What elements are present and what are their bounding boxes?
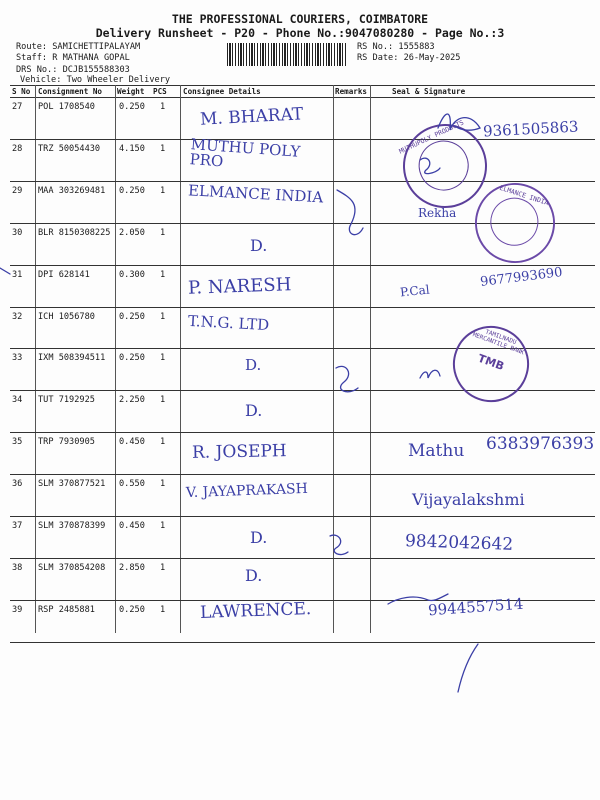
row-sno: 36 [12, 479, 23, 490]
row-pcs: 1 [160, 437, 166, 448]
row-weight: 0.300 [119, 269, 145, 280]
row-consignment-no: DPI 628141 [38, 269, 90, 280]
signature: P.Cal [399, 282, 431, 300]
row-consignment-no: TRP 7930905 [38, 437, 95, 448]
row-sno: 28 [12, 143, 23, 154]
col-header-seal: Seal & Signature [392, 87, 466, 96]
signature: Vijayalakshmi [412, 490, 525, 509]
signature-stroke [0, 268, 10, 274]
row-weight: 0.450 [119, 437, 145, 448]
consignee-handwriting: T.N.G. LTD [187, 311, 270, 335]
signature-stroke [330, 535, 348, 554]
signature-stroke [336, 366, 358, 391]
row-weight: 2.850 [119, 562, 145, 573]
signature-stroke [438, 114, 480, 130]
col-header-pcs: PCS [153, 87, 167, 96]
consignee-handwriting: D. [250, 528, 268, 547]
row-pcs: 1 [160, 479, 166, 490]
row-sno: 31 [12, 269, 23, 280]
col-header-remarks: Remarks [335, 87, 368, 96]
vehicle-label: Vehicle: Two Wheeler Delivery [20, 75, 171, 85]
rs-date: RS Date: 26-May-2025 [357, 53, 461, 63]
consignee-handwriting: P. NARESH [187, 274, 292, 299]
rs-number: RS No.: 1555883 [357, 42, 435, 52]
row-weight: 0.250 [119, 604, 145, 615]
consignee-handwriting: D. [245, 356, 262, 374]
row-pcs: 1 [160, 521, 166, 531]
signature-phone: 9944557514 [427, 594, 524, 620]
consignee-handwriting: D. [245, 566, 263, 585]
stamp-text: ELMANCE INDIA [498, 183, 550, 208]
row-sno: 32 [12, 311, 23, 322]
row-consignment-no: SLM 370878399 [38, 521, 106, 531]
signature-stroke [458, 644, 478, 692]
drs-number: DRS No.: DCJB155588303 [16, 65, 130, 75]
signature: Mathu [408, 441, 465, 461]
col-header-weight: Weight [117, 87, 145, 96]
row-sno: 38 [12, 562, 23, 573]
stamp-text: TAMILNADU MERCANTILE BANK [471, 328, 526, 357]
row-pcs: 1 [160, 143, 166, 154]
row-weight: 0.450 [119, 521, 145, 531]
row-weight: 2.250 [119, 395, 145, 406]
signature-stroke [420, 370, 440, 378]
row-weight: 4.150 [119, 143, 145, 154]
row-consignment-no: IXM 508394511 [38, 353, 106, 364]
row-sno: 33 [12, 353, 23, 364]
row-pcs: 1 [160, 562, 166, 573]
row-consignment-no: TRZ 50054430 [38, 143, 101, 154]
row-weight: 0.250 [119, 353, 145, 364]
row-sno: 37 [12, 521, 23, 531]
row-pcs: 1 [160, 185, 166, 196]
row-consignment-no: MAA 303269481 [38, 185, 106, 196]
row-sno: 29 [12, 185, 23, 196]
consignee-handwriting: MUTHU POLY PRO [189, 135, 301, 171]
consignee-handwriting: M. BHARAT [199, 104, 304, 130]
row-pcs: 1 [160, 102, 166, 112]
consignee-handwriting: LAWRENCE. [199, 599, 312, 623]
row-consignment-no: ICH 1056780 [38, 311, 95, 322]
row-consignment-no: RSP 2485881 [38, 604, 95, 615]
row-consignment-no: SLM 370854208 [38, 562, 106, 573]
row-pcs: 1 [160, 227, 166, 238]
runsheet-subtitle: Delivery Runsheet - P20 - Phone No.:9047080280 - Page No.:3 [95, 26, 505, 40]
row-pcs: 1 [160, 353, 166, 364]
consignee-handwriting: D. [245, 401, 263, 420]
row-sno: 30 [12, 227, 23, 238]
row-weight: 0.250 [119, 102, 145, 112]
consignee-handwriting: V. JAYAPRAKASH [185, 480, 309, 502]
row-consignment-no: TUT 7192925 [38, 395, 95, 406]
signature-stroke [420, 158, 440, 173]
row-pcs: 1 [160, 395, 166, 406]
row-weight: 2.050 [119, 227, 145, 238]
stamp-logo: TMB [476, 351, 506, 374]
row-weight: 0.250 [119, 311, 145, 322]
signature-stroke [337, 190, 363, 235]
row-pcs: 1 [160, 604, 166, 615]
consignee-handwriting: R. JOSEPH [191, 441, 287, 463]
col-header-consignment: Consignment No [38, 87, 103, 96]
row-weight: 0.550 [119, 479, 145, 490]
row-sno: 35 [12, 437, 23, 448]
staff-label: Staff: R MATHANA GOPAL [16, 53, 130, 63]
col-header-consignee: Consignee Details [183, 87, 261, 96]
route-label: Route: SAMICHETTIPALAYAM [16, 42, 141, 52]
row-sno: 39 [12, 604, 23, 615]
row-consignment-no: SLM 370877521 [38, 479, 106, 490]
signature: Rekha [418, 206, 457, 220]
stamp-text: MUTHUPOLY PRODUCTS [397, 118, 466, 156]
row-pcs: 1 [160, 269, 166, 280]
consignee-handwriting: ELMANCE INDIA [187, 181, 324, 207]
row-consignment-no: BLR 8150308225 [38, 227, 111, 238]
consignee-handwriting: D. [250, 236, 268, 255]
signature-phone: 9361505863 [482, 117, 579, 141]
row-pcs: 1 [160, 311, 166, 322]
row-weight: 0.250 [119, 185, 145, 196]
company-title: THE PROFESSIONAL COURIERS, COIMBATORE [171, 12, 429, 26]
signature-phone: 6383976393 [486, 434, 595, 454]
signature-phone: 9842042642 [404, 531, 514, 555]
row-consignment-no: POL 1708540 [38, 102, 95, 112]
signature-stroke [388, 594, 448, 604]
col-header-sno: S No [12, 87, 31, 96]
signature-phone: 9677993690 [479, 265, 564, 290]
row-sno: 27 [12, 102, 23, 112]
row-sno: 34 [12, 395, 23, 406]
